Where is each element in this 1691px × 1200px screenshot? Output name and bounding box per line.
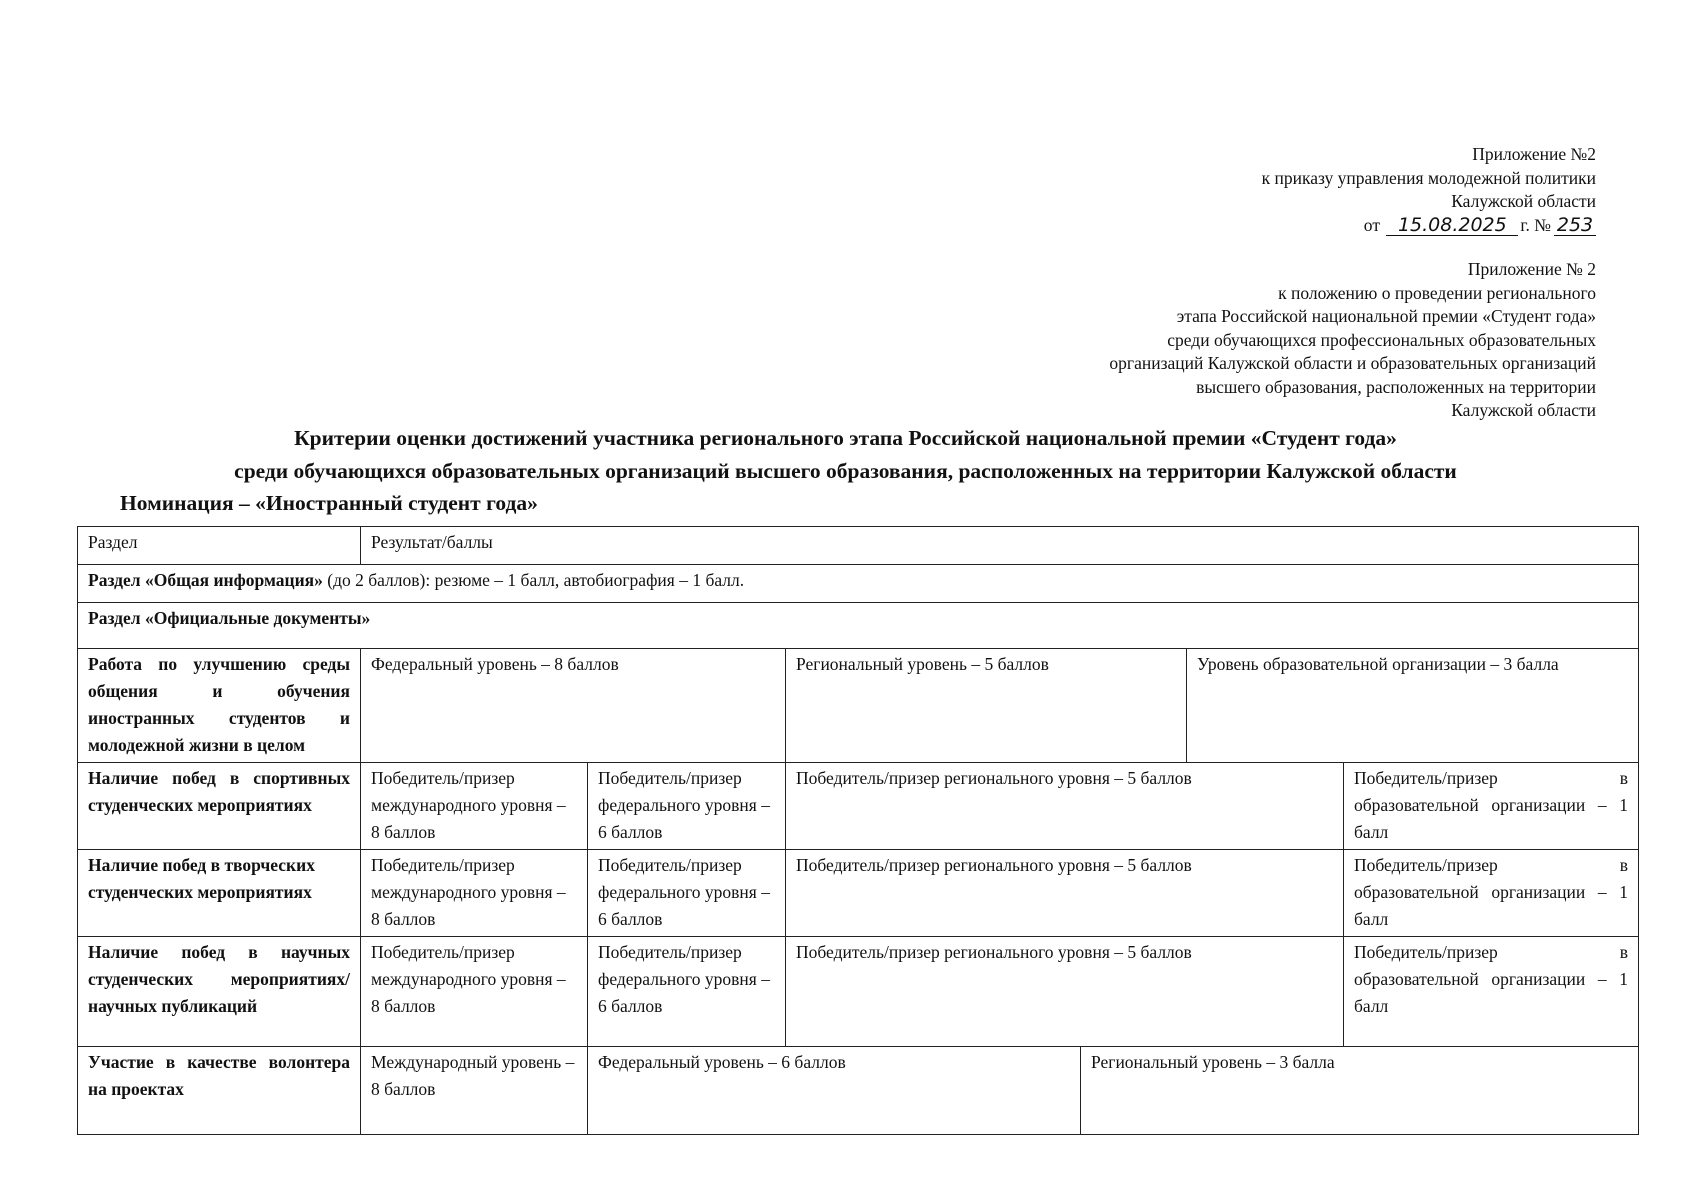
regulation-appendix-line: этапа Российской национальной премии «Студент года» (1176, 306, 1596, 326)
intl-score-cell: Победитель/призер международного уровня – 8 баллов (361, 850, 588, 937)
intl-score-cell: Победитель/призер международного уровня – 8 баллов (361, 763, 588, 850)
regulation-appendix-line: к положению о проведении регионального (1278, 282, 1596, 303)
regulation-appendix-header (1109, 258, 1596, 423)
handwritten-order-date: 15.08.2025 (1386, 215, 1518, 236)
official-docs-row (78, 603, 1639, 649)
regulation-appendix-line: высшего образования, расположенных на территории (1196, 376, 1596, 397)
general-info-row (78, 565, 1639, 603)
intl-score-cell: Победитель/призер международного уровня – 8 баллов (361, 937, 588, 1047)
header-result-cell: Результат/баллы (361, 527, 1639, 565)
table-header-row (78, 527, 1639, 565)
table-row (78, 1047, 1639, 1135)
table-row (78, 763, 1639, 850)
document-title-line2: среди обучающихся образовательных организаций высшего образования, расположенных на территории Калужской области (234, 459, 1457, 483)
criterion-cell: Наличие побед в научных студенческих мероприятиях/научных публикаций (78, 937, 361, 1047)
general-info-text: (до 2 баллов): резюме – 1 балл, автобиография – 1 балл. (322, 570, 745, 590)
order-from-label: от (1363, 214, 1380, 235)
table-row (78, 937, 1639, 1047)
criteria-table (77, 526, 1639, 1135)
criterion-cell: Участие в качестве волонтера на проектах (78, 1047, 361, 1135)
regional-score-cell: Победитель/призер регионального уровня – 5 баллов (786, 850, 1344, 937)
criterion-cell: Наличие побед в спортивных студенческих мероприятиях (78, 763, 361, 850)
handwritten-order-number: 253 (1554, 215, 1596, 236)
org-score-cell: Победитель/призер в образовательной организации – 1 балл (1344, 850, 1639, 937)
regional-score-cell: Победитель/призер регионального уровня – 5 баллов (786, 763, 1344, 850)
header-section-cell: Раздел (78, 527, 361, 565)
regulation-appendix-line: Приложение № 2 (1467, 259, 1596, 279)
order-appendix-line2: к приказу управления молодежной политики (1261, 167, 1596, 188)
criterion-cell: Работа по улучшению среды общения и обучения иностранных студентов и молодежной жизни в целом (78, 649, 361, 763)
regional-score-cell: Победитель/призер регионального уровня – 5 баллов (786, 937, 1344, 1047)
criterion-cell: Наличие побед в творческих студенческих мероприятиях (78, 850, 361, 937)
federal-score-cell: Победитель/призер федерального уровня – 6 баллов (588, 850, 786, 937)
federal-score-cell: Федеральный уровень – 6 баллов (588, 1047, 1081, 1135)
general-info-label: Раздел «Общая информация» (88, 570, 323, 590)
nomination-heading: Номинация – «Иностранный студент года» (120, 491, 538, 515)
org-score-cell: Победитель/призер в образовательной организации – 1 балл (1344, 937, 1639, 1047)
table-row (78, 850, 1639, 937)
order-year-number-label: г. № (1520, 214, 1551, 235)
order-appendix-line1: Приложение №2 (1472, 144, 1596, 164)
order-appendix-line3: Калужской области (1451, 191, 1596, 211)
table-row (78, 649, 1639, 763)
org-score-cell: Уровень образовательной организации – 3 балла (1187, 649, 1639, 763)
regulation-appendix-line: Калужской области (1451, 400, 1596, 420)
regional-score-cell: Региональный уровень – 5 баллов (786, 649, 1187, 763)
general-info-cell (78, 565, 1639, 603)
org-score-cell: Победитель/призер в образовательной организации – 1 балл (1344, 763, 1639, 850)
document-title-line1: Критерии оценки достижений участника регионального этапа Российской национальной премии «Студент года» (294, 426, 1397, 450)
official-docs-cell: Раздел «Официальные документы» (78, 603, 1639, 649)
federal-score-cell: Победитель/призер федерального уровня – 6 баллов (588, 937, 786, 1047)
order-appendix-header (1262, 143, 1596, 237)
regional-score-cell: Региональный уровень – 3 балла (1081, 1047, 1639, 1135)
federal-score-cell: Победитель/призер федерального уровня – 6 баллов (588, 763, 786, 850)
federal-score-cell: Федеральный уровень – 8 баллов (361, 649, 786, 763)
intl-score-cell: Международный уровень – 8 баллов (361, 1047, 588, 1135)
order-date-number-line (1262, 214, 1596, 238)
regulation-appendix-line: организаций Калужской области и образовательных организаций (1109, 353, 1596, 373)
regulation-appendix-line: среди обучающихся профессиональных образовательных (1167, 329, 1596, 350)
